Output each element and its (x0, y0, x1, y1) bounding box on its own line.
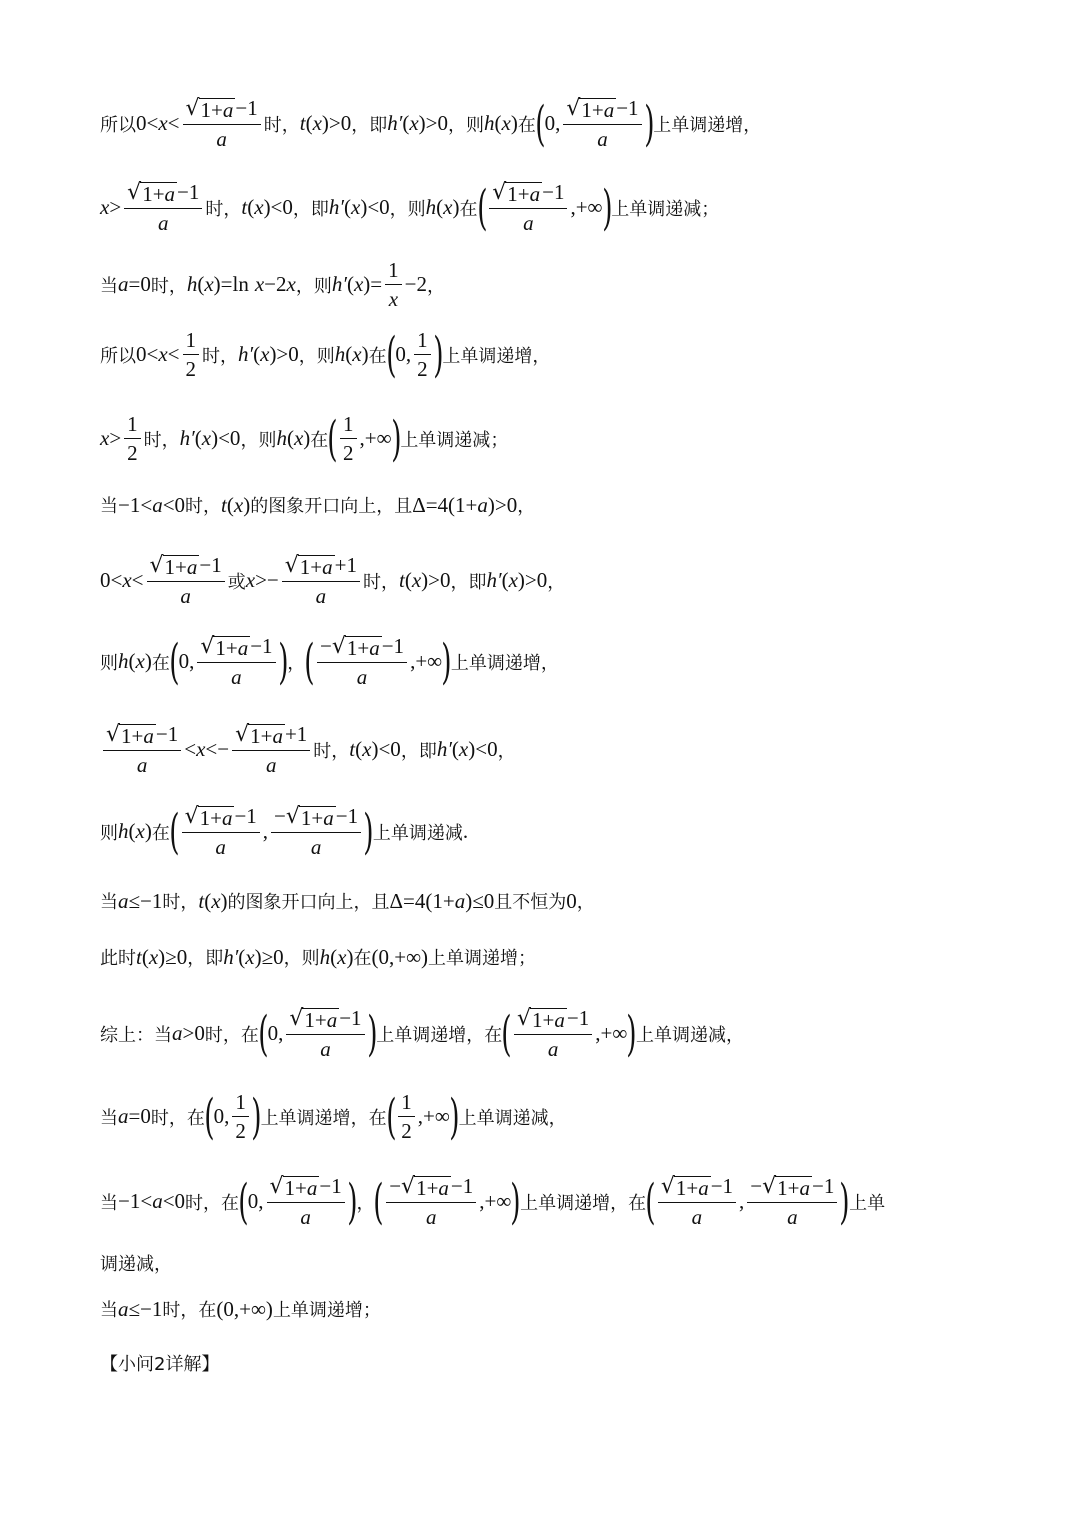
text-line: √ 1+a −1 a < x <− √ 1+a +1 a 时 ， t ( x )<0 ， 即 h′ ( x )<0 ， (100, 722, 1050, 777)
text-line: 所以 0< x < √ 1+a −1 a 时 ， t ( x )>0 ， 即 h′ ( x )>0 ， 则 h ( x ) 在 ( 0, √ 1+a −1 a ) 上单调递增 ， (100, 95, 762, 152)
text-line: x > √ 1+a −1 a 时 ， t ( x )<0 ， 即 h′ ( x )<0 ， 则 h ( x ) 在 ( √ 1+a −1 a ,+∞ ) 上单调递减 ； (100, 179, 720, 236)
text-line: 当 a ≤−1 时 ， t ( x ) 的图象开口向上，且 Δ=4(1+ a )≤0 且不恒为 0 ， (100, 888, 595, 913)
text-line: 当 a =0 时 ， h ( x )=ln x −2 x ， 则 h′ ( x )= $\frac{1}{x}$ −2 ， (100, 258, 445, 312)
text-line: 调递减， (100, 1254, 172, 1275)
text-line: 当 a ≤−1 时 ， 在 (0,+∞) 上单调递增； (100, 1296, 381, 1321)
text-line: 综上：当 a >0 时 ， 在 ( 0, √ 1+a −1 a ) 上单调递增 ， 在 ( √ 1+a −1 a ,+∞ ) 上单调递减 ， (100, 1005, 745, 1062)
text-line: 所以 0< x < $\frac{1}{2}$ 时 ， h′ ( x )>0 ， 则 h ( x ) 在 ( 0, $\frac{1}{2}$ ) 上单调递增 ， (100, 326, 551, 383)
text-line: 当 −1< a <0 时 ， 在 ( 0, √ 1+a −1 a ) ， ( − √ 1+a −1 a ,+∞ ) 上单调递增 ， 在 ( √ 1+a −1 a , − √ 1+a −1 a ) 上单 (100, 1173, 886, 1230)
text-line: 0< x < √ 1+a −1 a 或 x >− √ 1+a +1 a 时 ， t ( x )>0 ， 即 h′ ( x )>0 ， (100, 553, 566, 609)
text-line: 当 a =0 时 ， 在 ( 0, $\frac{1}{2}$ ) 上单调递增 ， 在 ( $\frac{1}{2}$ ,+∞ ) 上单调递减 ， (100, 1088, 567, 1145)
text-line: x > $\frac{1}{2}$ 时 ， h′ ( x )<0 ， 则 h ( x ) 在 ( $\frac{1}{2}$ ,+∞ ) 上单调递减 ； (100, 410, 509, 467)
text-line: 当 −1< a <0 时 ， t ( x ) 的图象开口向上，且 Δ=4(1+ a )>0 ， (100, 492, 536, 517)
heading-text: 【小问2详解】 (100, 1354, 220, 1375)
text-line: 此时 t ( x )≥0 ， 即 h′ ( x )≥0 ， 则 h ( x ) 在 (0,+∞) 上单调递增； (100, 944, 537, 969)
text-line: 则 h ( x ) 在 ( 0, √ 1+a −1 a ) ， ( − √ 1+a −1 a ,+∞ ) 上单调递增 ， (100, 633, 559, 690)
section-heading (100, 1350, 1050, 1376)
text-line: 则 h ( x ) 在 ( √ 1+a −1 a , − √ 1+a −1 a ) 上单调递减 . (100, 803, 469, 860)
